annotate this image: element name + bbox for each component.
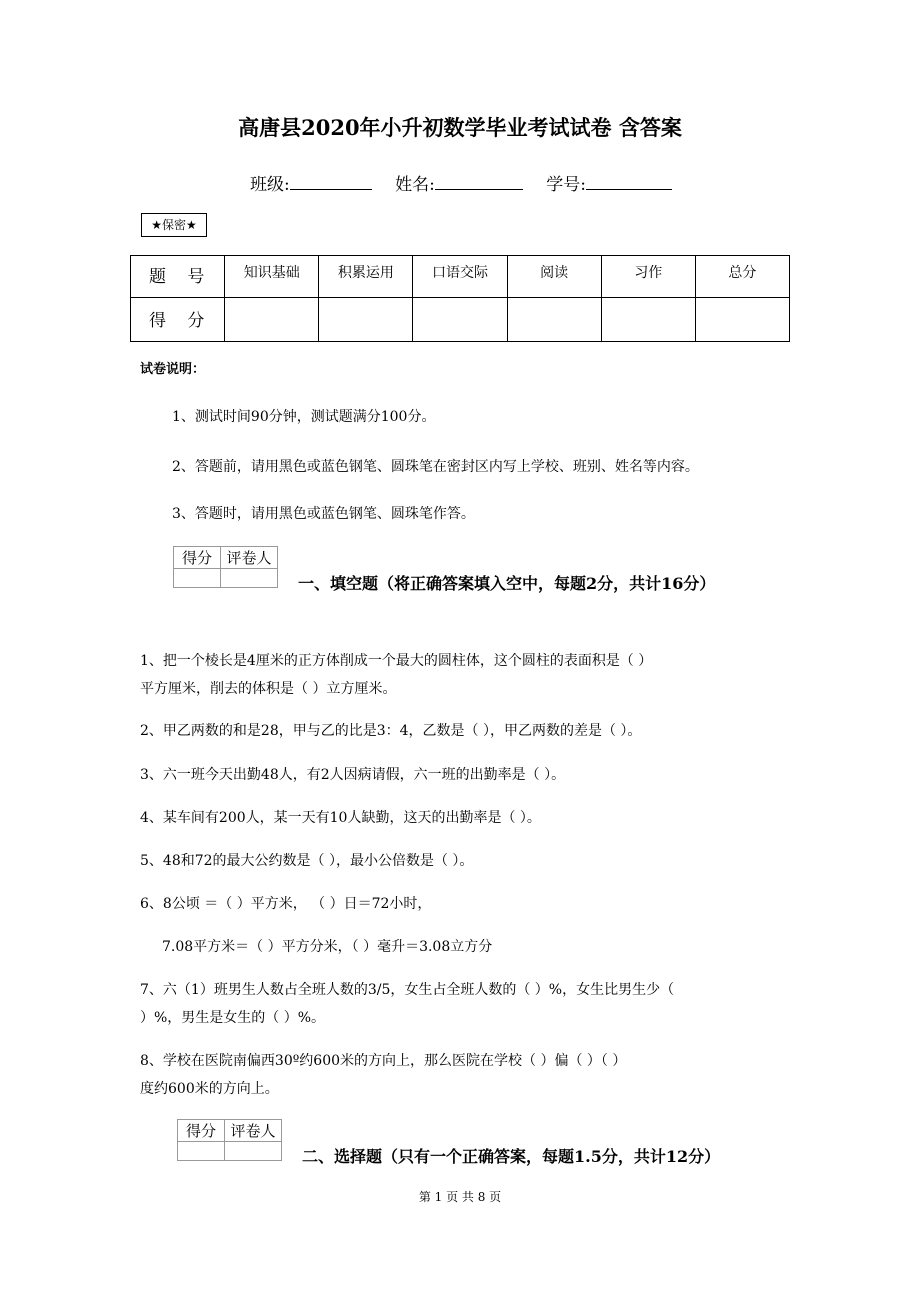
confidential-badge: ★保密★ <box>141 213 207 237</box>
score-table-score-row <box>131 298 790 342</box>
question-line: 1、把一个棱长是4厘米的正方体削成一个最大的圆柱体，这个圆柱的表面积是（ ） <box>140 653 653 669</box>
question-line: 度约600米的方向上。 <box>140 1081 279 1097</box>
grader-name-cell[interactable] <box>225 1142 282 1161</box>
name-field[interactable] <box>395 175 523 195</box>
score-header-cell: 口语交际 <box>413 256 507 298</box>
question-line: 7.08平方米＝（ ）平方分米，（ ）毫升＝3.08立方分 <box>162 939 493 955</box>
class-label: 班级: <box>250 175 290 195</box>
page-title: 高唐县2020年小升初数学毕业考试试卷 含答案 <box>238 115 682 140</box>
section-title: 一、填空题（将正确答案填入空中，每题2分，共计16分） <box>298 574 716 593</box>
score-cell[interactable] <box>413 298 507 342</box>
score-cell[interactable] <box>319 298 413 342</box>
section-title: 二、选择题（只有一个正确答案，每题1.5分，共计12分） <box>302 1147 721 1166</box>
grader-name-label: 评卷人 <box>221 547 278 569</box>
name-label: 姓名: <box>395 175 435 195</box>
question-line: 2、甲乙两数的和是28，甲与乙的比是3：4，乙数是（ ），甲乙两数的差是（ ）。 <box>140 723 642 739</box>
score-header-cell: 题 号 <box>131 256 225 298</box>
score-header-cell: 阅读 <box>507 256 601 298</box>
grader-name-label: 评卷人 <box>225 1120 282 1142</box>
score-row-label: 得 分 <box>131 298 225 342</box>
question-line: 5、48和72的最大公约数是（ ），最小公倍数是（ ）。 <box>140 853 474 869</box>
student-info <box>250 170 690 195</box>
question-line: 8、学校在医院南偏西30º约600米的方向上，那么医院在学校（ ）偏（ ）（ ） <box>140 1053 627 1069</box>
question-line: 6、8公顷 ＝（ ）平方米， （ ）日＝72小时， <box>140 896 432 912</box>
question-line: 4、某车间有200人，某一天有10人缺勤，这天的出勤率是（ ）。 <box>140 810 541 826</box>
grader-score-label: 得分 <box>174 547 221 569</box>
score-header-cell: 总分 <box>695 256 789 298</box>
score-cell[interactable] <box>507 298 601 342</box>
note-item: 3、答题时，请用黑色或蓝色钢笔、圆珠笔作答。 <box>172 506 475 522</box>
grader-name-cell[interactable] <box>221 569 278 588</box>
student-id-label: 学号: <box>546 175 587 195</box>
score-table <box>130 255 790 342</box>
score-table-header-row <box>131 256 790 298</box>
grader-box <box>177 1119 282 1161</box>
grader-box <box>173 546 278 588</box>
score-header-cell: 知识基础 <box>225 256 319 298</box>
question-line: 3、六一班今天出勤48人，有2人因病请假，六一班的出勤率是（ ）。 <box>140 767 566 783</box>
score-header-cell: 积累运用 <box>319 256 413 298</box>
grader-score-cell[interactable] <box>174 569 221 588</box>
notes-title: 试卷说明： <box>140 362 206 377</box>
question-line: ）%，男生是女生的（ ）%。 <box>140 1010 326 1026</box>
note-item: 2、答题前，请用黑色或蓝色钢笔、圆珠笔在密封区内写上学校、班别、姓名等内容。 <box>172 459 699 475</box>
score-cell[interactable] <box>601 298 695 342</box>
grader-score-label: 得分 <box>178 1120 225 1142</box>
grader-score-cell[interactable] <box>178 1142 225 1161</box>
question-line: 7、六（1）班男生人数占全班人数的3/5，女生占全班人数的（ ）%，女生比男生少（ <box>140 982 675 998</box>
score-cell[interactable] <box>695 298 789 342</box>
score-header-cell: 习作 <box>601 256 695 298</box>
note-item: 1、测试时间90分钟，测试题满分100分。 <box>172 409 436 425</box>
score-cell[interactable] <box>225 298 319 342</box>
question-line: 平方厘米，削去的体积是（ ）立方厘米。 <box>140 681 397 697</box>
page-footer: 第 1 页 共 8 页 <box>418 1190 502 1204</box>
student-id-field[interactable] <box>546 175 672 195</box>
class-field[interactable] <box>250 175 372 195</box>
